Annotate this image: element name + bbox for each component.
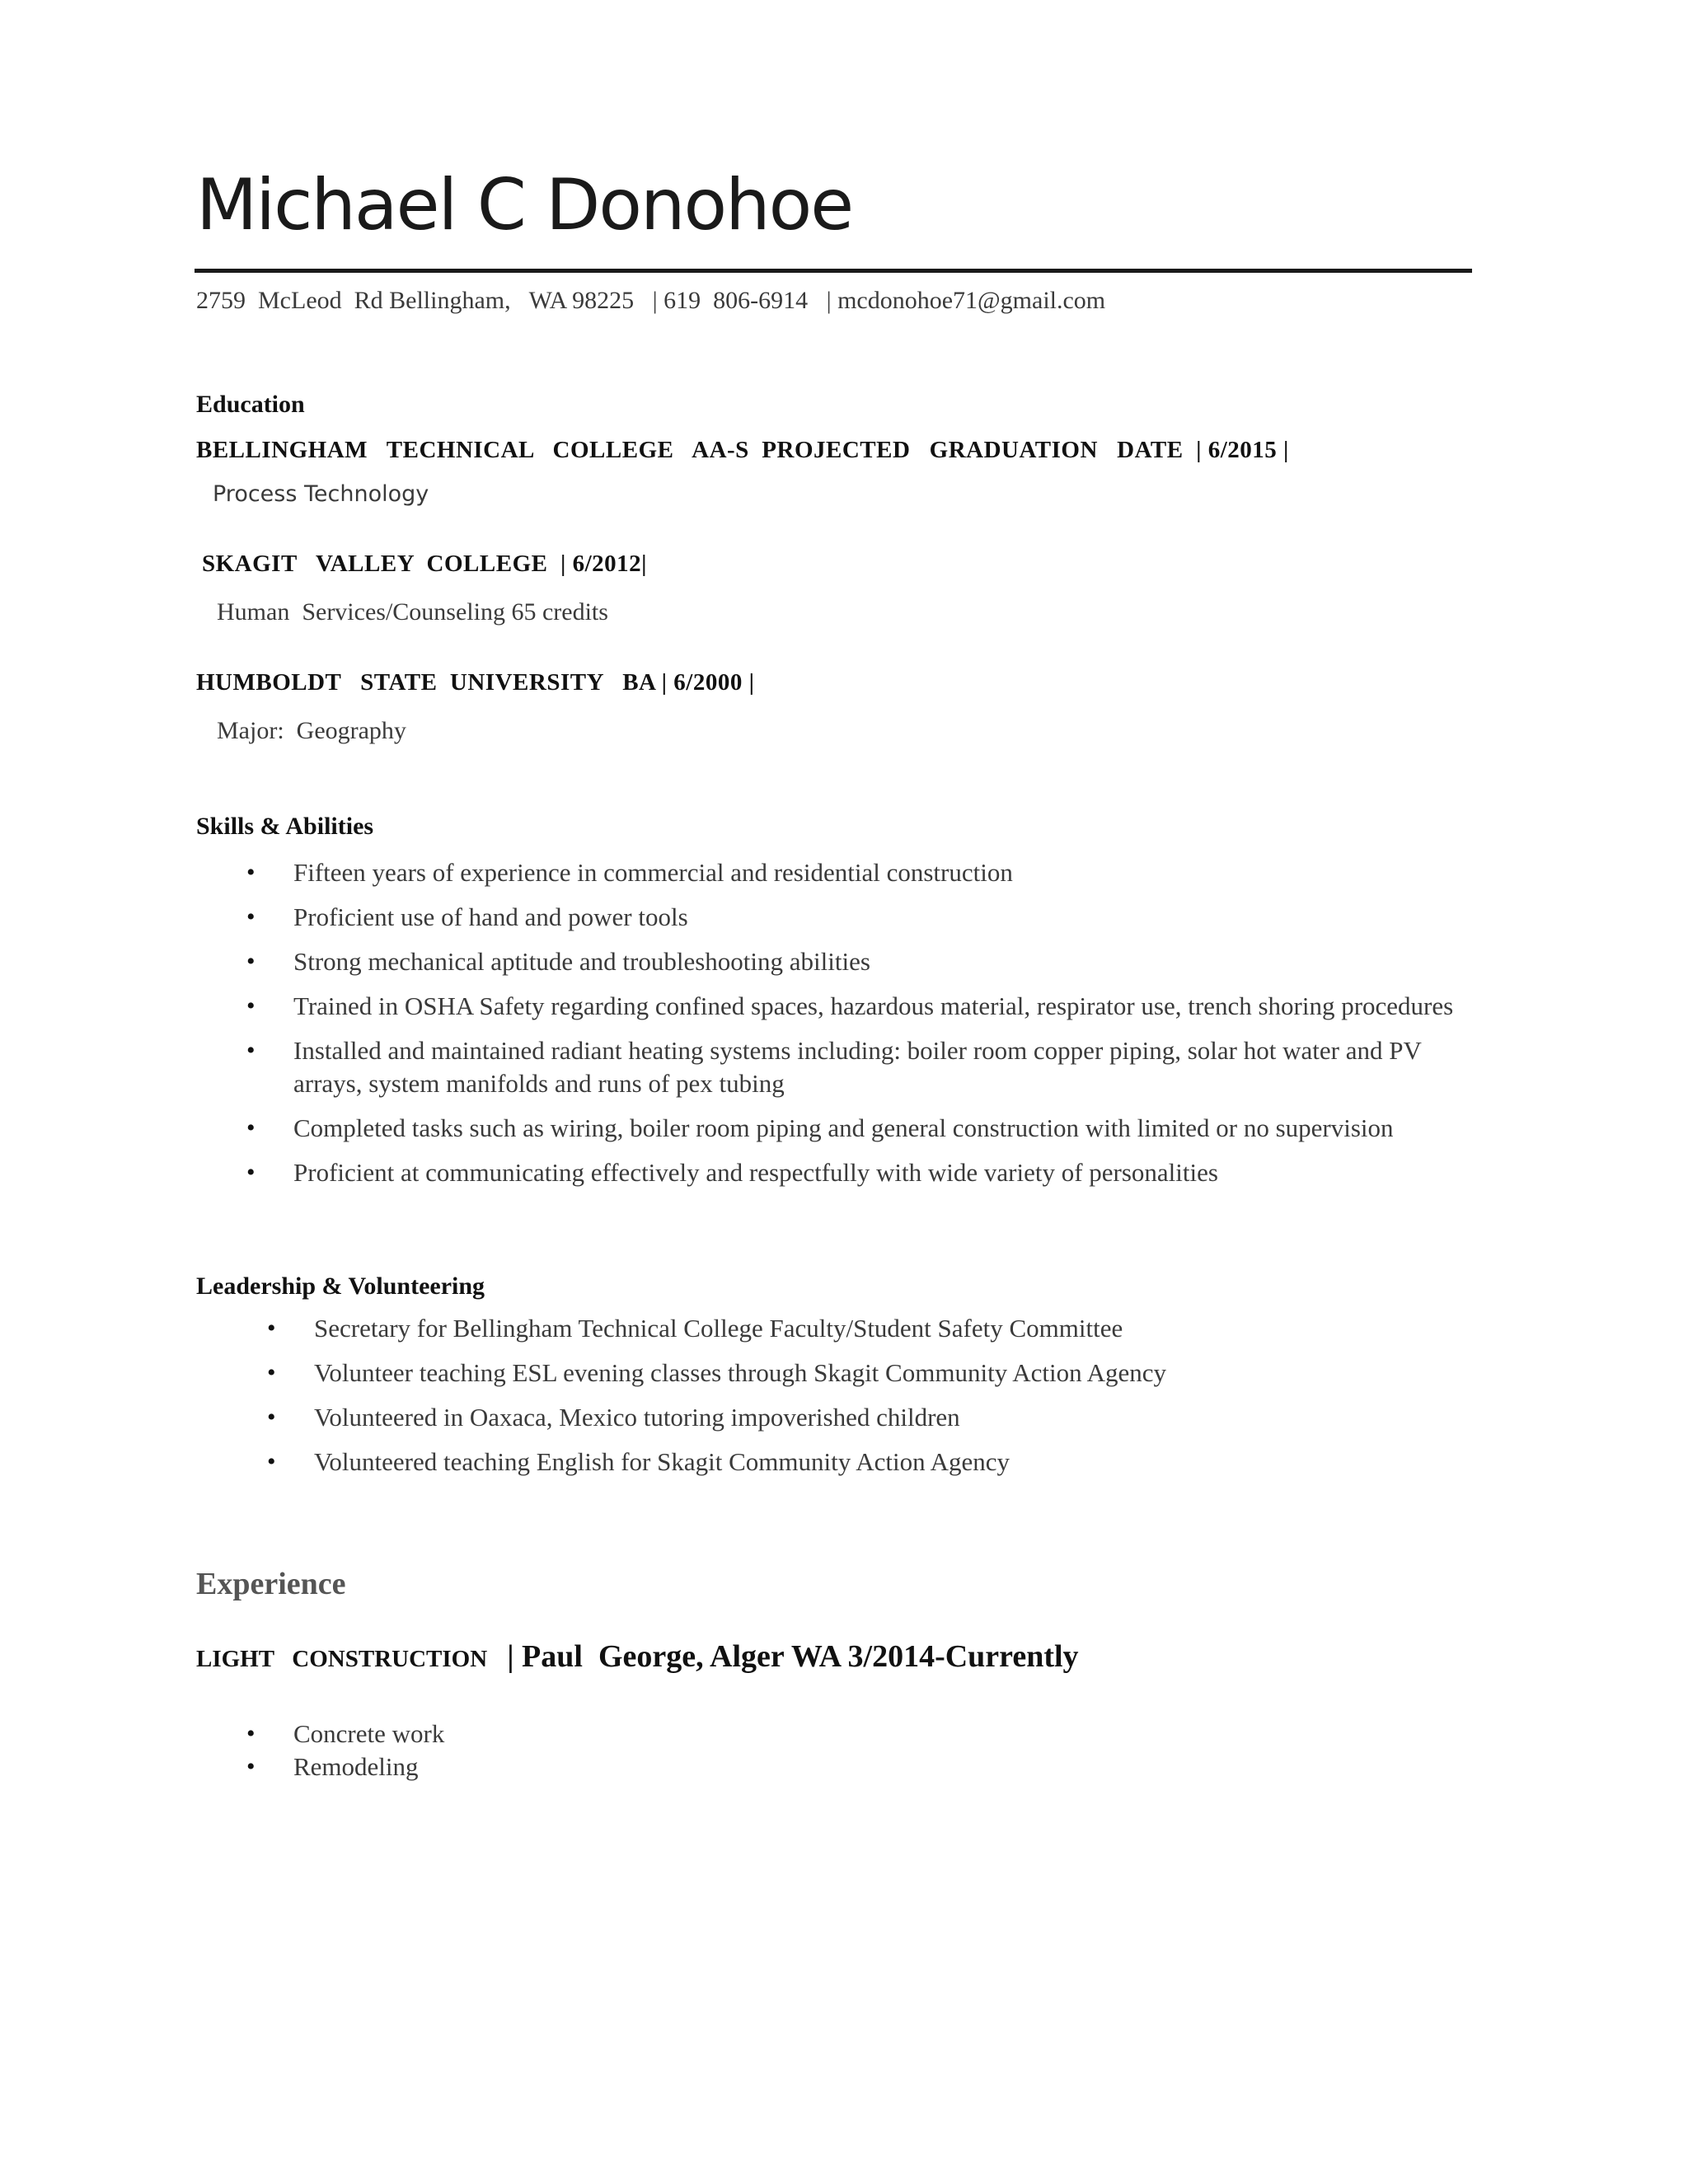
leadership-list (267, 1312, 1468, 1490)
bullet-icon: • (267, 1448, 276, 1475)
list-item: • Proficient use of hand and power tools (293, 901, 1480, 934)
header-divider (195, 269, 1472, 273)
list-item: • Strong mechanical aptitude and troubleshooting abilities (293, 945, 1480, 978)
list-item: • Concrete work (293, 1718, 953, 1750)
skills-list (246, 856, 1480, 1201)
list-item: • Installed and maintained radiant heating systems including: boiler room copper piping, solar hot water and PV arrays, system manifolds and runs of pex tubing (246, 1036, 1422, 1098)
list-item: • Completed tasks such as wiring, boiler room piping and general construction with limited or no supervision (293, 1112, 1480, 1145)
education-heading: Education (196, 391, 305, 418)
bullet-icon: • (246, 948, 256, 975)
school-title: BELLINGHAM TECHNICAL COLLEGE AA-S PROJECTED GRADUATION DATE | 6/2015 | (196, 437, 1289, 463)
school-title: SKAGIT VALLEY COLLEGE | 6/2012| (202, 551, 648, 577)
school-detail: Human Services/Counseling 65 credits (217, 598, 608, 626)
experience-heading: Experience (196, 1567, 346, 1601)
list-item: • Fifteen years of experience in commercial and residential construction (293, 856, 1480, 889)
list-item: • Volunteered in Oaxaca, Mexico tutoring impoverished children (314, 1401, 1468, 1434)
contact-line: 2759 McLeod Rd Bellingham, WA 98225 | 619 806-6914 | mcdonohoe71@gmail.com (196, 287, 1106, 314)
list-item: • Volunteer teaching ESL evening classes through Skagit Community Action Agency (314, 1357, 1468, 1390)
list-item: • Remodeling (293, 1750, 953, 1783)
school-title: HUMBOLDT STATE UNIVERSITY BA | 6/2000 | (196, 669, 755, 696)
job-title: LIGHT CONSTRUCTION (196, 1646, 499, 1672)
bullet-icon: • (246, 859, 256, 886)
bullet-icon: • (246, 1720, 256, 1747)
leadership-heading: Leadership & Volunteering (196, 1272, 485, 1300)
job-heading (196, 1638, 1079, 1675)
list-item: • Secretary for Bellingham Technical College Faculty/Student Safety Committee (314, 1312, 1468, 1345)
job-detail: | Paul George, Alger WA 3/2014-Currently (499, 1639, 1079, 1674)
list-item: • Trained in OSHA Safety regarding confined spaces, hazardous material, respirator use, trench shoring procedures (293, 990, 1480, 1023)
bullet-icon: • (246, 1753, 256, 1780)
applicant-name: Michael C Donohoe (196, 164, 853, 246)
skills-heading: Skills & Abilities (196, 813, 374, 840)
list-item: • Proficient at communicating effectively and respectfully with wide variety of personalities (293, 1156, 1480, 1189)
job-duties-list (246, 1718, 953, 1783)
list-item: • Volunteered teaching English for Skagit Community Action Agency (314, 1446, 1468, 1479)
school-detail: Process Technology (213, 481, 429, 507)
bullet-icon: • (267, 1315, 276, 1342)
bullet-icon: • (246, 1114, 256, 1141)
bullet-icon: • (246, 1159, 256, 1186)
bullet-icon: • (246, 992, 256, 1019)
school-detail: Major: Geography (217, 717, 406, 744)
bullet-icon: • (267, 1359, 276, 1386)
bullet-icon: • (246, 1037, 256, 1064)
bullet-icon: • (267, 1404, 276, 1431)
bullet-icon: • (246, 903, 256, 930)
